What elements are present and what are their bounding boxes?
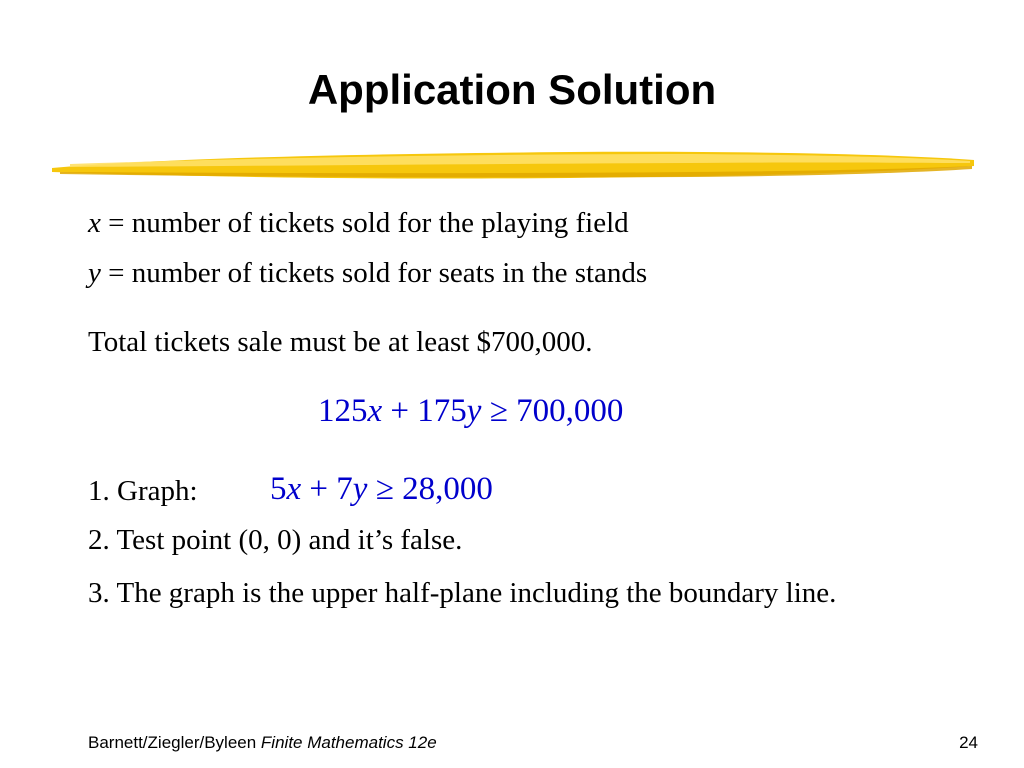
ineq2-rhs: 28,000: [402, 471, 493, 507]
variable-y: y: [88, 257, 101, 289]
ineq2-var-x: x: [286, 471, 302, 507]
ineq1-coef-y: 175: [417, 393, 467, 429]
constraint-statement: Total tickets sale must be at least $700,000.: [88, 326, 593, 358]
ineq2-plus: +: [301, 471, 337, 507]
definition-x-text: = number of tickets sold for the playing field: [100, 207, 629, 239]
slide-title: Application Solution: [307, 66, 717, 113]
footer-citation: [88, 733, 437, 753]
ineq1-plus: +: [382, 393, 418, 429]
ineq1-rhs: 700,000: [516, 393, 624, 429]
step-3: 3. The graph is the upper half-plane including the boundary line.: [88, 577, 837, 609]
footer-authors: Barnett/Ziegler/Byleen: [88, 733, 261, 752]
variable-x: x: [88, 207, 101, 239]
definition-y-text: = number of tickets sold for seats in the stands: [100, 257, 648, 289]
inequality-revenue: [318, 392, 623, 430]
ineq2-coef-x: 5: [270, 471, 287, 507]
step-1-label: 1. Graph:: [88, 475, 198, 507]
definition-x: [88, 206, 629, 240]
ineq2-coef-y: 7: [336, 471, 353, 507]
ineq1-coef-x: 125: [318, 393, 368, 429]
ineq2-var-y: y: [352, 471, 368, 507]
ineq1-var-x: x: [367, 393, 383, 429]
page-number: 24: [959, 733, 978, 752]
ineq1-var-y: y: [466, 393, 482, 429]
footer-book-title: Finite Mathematics 12e: [260, 733, 437, 752]
title-brush-underline: [50, 146, 976, 186]
ineq1-relation: ≥: [481, 393, 517, 429]
inequality-simplified: [270, 470, 493, 508]
definition-y: [88, 256, 647, 290]
ineq2-relation: ≥: [367, 471, 403, 507]
step-2: 2. Test point (0, 0) and it’s false.: [88, 524, 463, 556]
